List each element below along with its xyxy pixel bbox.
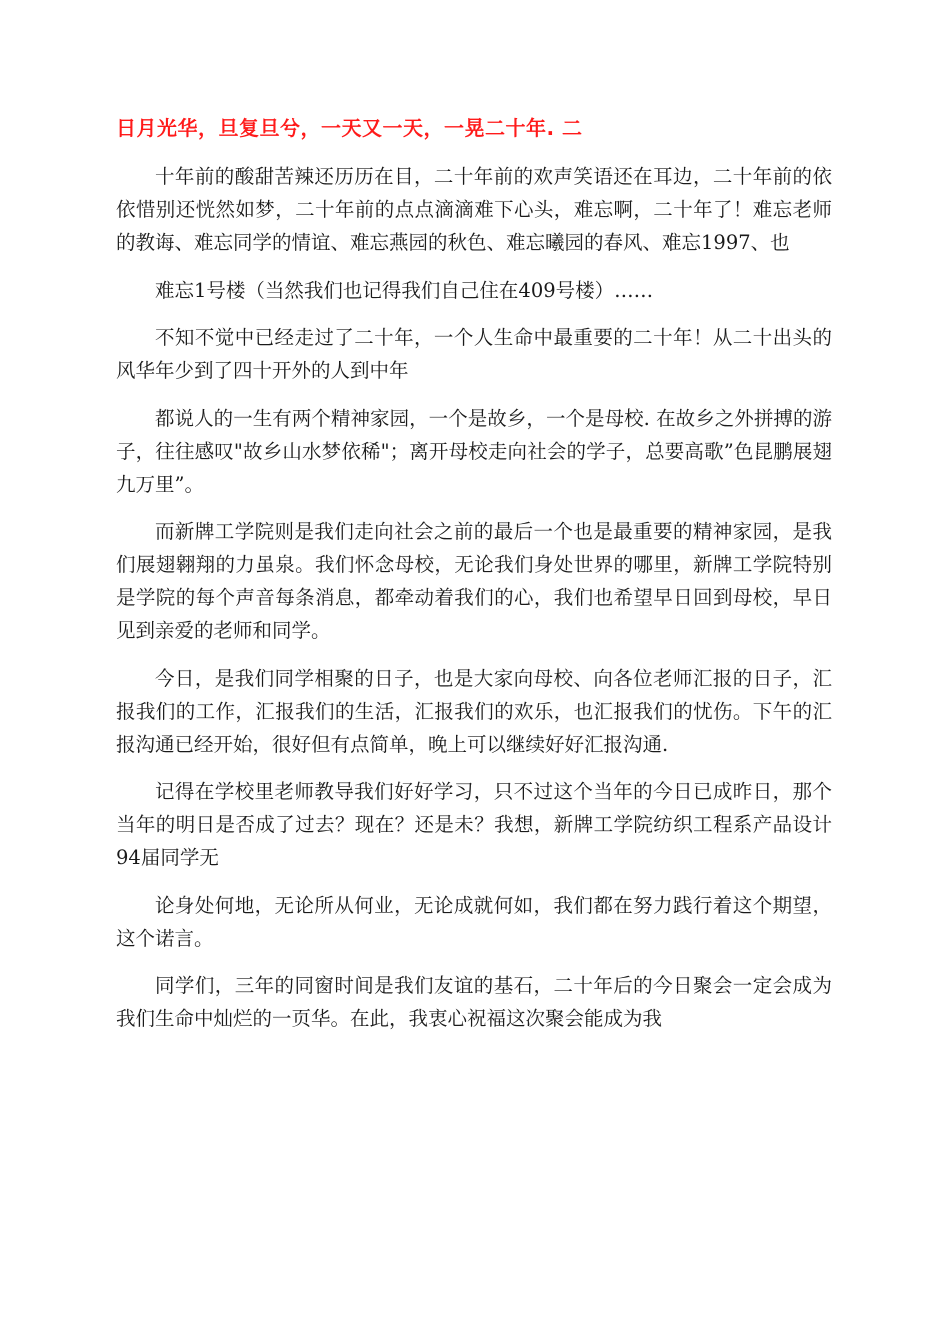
body-text	[116, 160, 832, 1050]
paragraph: 都说人的一生有两个精神家园，一个是故乡，一个是母校. 在故乡之外拼搏的游子，往往感叹"故乡山水梦依稀"；离开母校走向社会的学子，总要高歌”色昆鹏展翅九万里”。	[116, 406, 832, 496]
paragraph: 论身处何地，无论所从何业，无论成就何如，我们都在努力践行着这个期望，这个诺言。	[116, 893, 832, 950]
paragraph: 今日，是我们同学相聚的日子，也是大家向母校、向各位老师汇报的日子，汇报我们的工作，汇报我们的生活，汇报我们的欢乐，也汇报我们的忧伤。下午的汇报沟通已经开始，很好但有点简单，晚上可以继续好好汇报沟通.	[116, 666, 832, 756]
paragraph: 记得在学校里老师教导我们好好学习，只不过这个当年的今日已成昨日，那个当年的明日是否成了过去？现在？还是未？我想，新牌工学院纺织工程系产品设计94届同学无	[116, 780, 832, 869]
red-heading: 日月光华，旦复旦兮，一天又一天，一晃二十年. 二	[116, 116, 583, 140]
paragraph: 不知不觉中已经走过了二十年，一个人生命中最重要的二十年！从二十出头的风华年少到了四十开外的人到中年	[116, 326, 832, 382]
paragraph: 同学们，三年的同窗时间是我们友谊的基石，二十年后的今日聚会一定会成为我们生命中灿烂的一页华。在此，我衷心祝福这次聚会能成为我	[116, 974, 832, 1030]
paragraph: 而新牌工学院则是我们走向社会之前的最后一个也是最重要的精神家园，是我们展翅翱翔的力虽泉。我们怀念母校，无论我们身处世界的哪里，新牌工学院特别是学院的每个声音每条消息，都牵动着我们的心，我们也希望早日回到母校，早日见到亲爱的老师和同学。	[116, 520, 832, 642]
paragraph: 十年前的酸甜苦辣还历历在目，二十年前的欢声笑语还在耳边，二十年前的依依惜别还恍然如梦，二十年前的点点滴滴难下心头，难忘啊，二十年了！难忘老师的教诲、难忘同学的情谊、难忘燕园的秋色、难忘曦园的春风、难忘1997、也	[116, 165, 832, 254]
paragraph: 难忘1号楼（当然我们也记得我们自己住在409号楼）……	[155, 278, 654, 302]
